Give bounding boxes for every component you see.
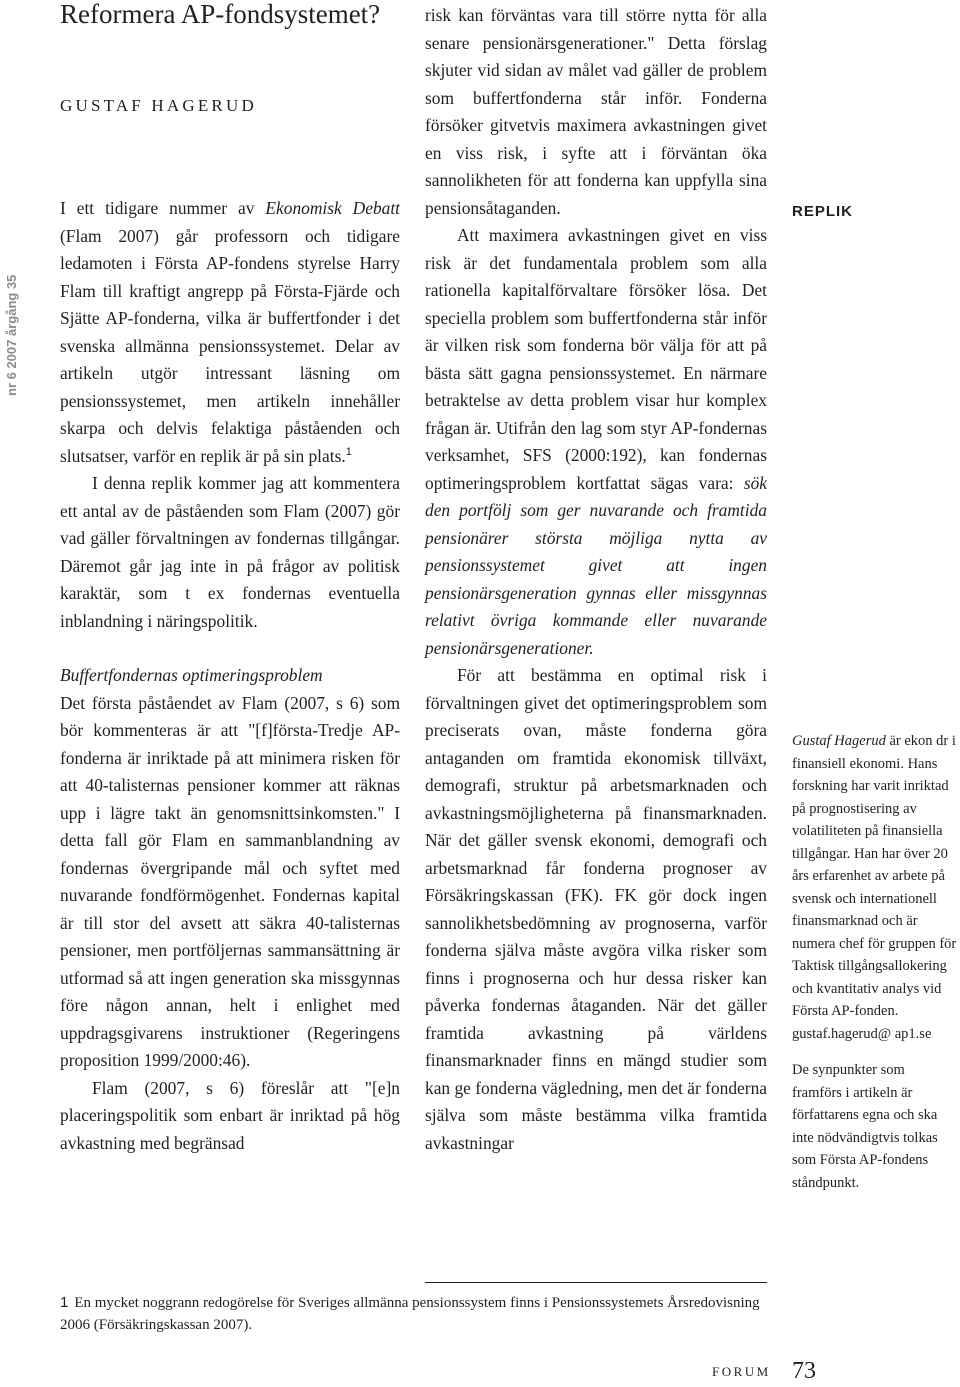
section-label: REPLIK [792,203,854,220]
footnote-rule [425,1282,767,1283]
paragraph [425,222,767,662]
body-column-1 [60,195,400,1157]
paragraph: Flam (2007, s 6) föreslår att "[e]n placeringspolitik som enbart är inriktad på hög avkastning med begränsad [60,1077,400,1153]
paragraph: I denna replik kommer jag att kommentera ett antal av de påståenden som Flam (2007) gör vad gäller förvaltningen av fondernas tillgångar. Däremot går jag inte in på frågor av politisk karaktär, som t ex fondernas eventuella inblandning i näringspolitik. [60,473,400,631]
journal-footer: FORUM [712,1364,771,1379]
subheading: Buffertfondernas optimeringsproblem [60,665,323,685]
issue-label: nr 6 2007 årgång 35 [4,274,19,396]
text: Att maximera avkastningen givet en viss risk är det fundamentala problem som alla rationella kapitalförvaltare försöker lösa. Det speciella problem som buffertfonderna står inför är vilken risk som fonderna bör välja för att på bästa sätt gagna pensionssystemet. En närmare betraktelse av detta problem visar hur komplex frågan är. Utifrån den lag som styr AP-fondernas verksamhet, SFS (2000:192), kan fondernas optimeringsproblem kortfattat sägas vara: [425,225,767,493]
author-bio [792,730,958,1208]
body-column-2 [425,2,767,1157]
paragraph [60,195,400,470]
journal-name: Ekonomisk Debatt [265,198,400,218]
footnote-number: 1 [60,1294,69,1311]
paragraph: risk kan förväntas vara till större nytta för alla senare pensionärsgenerationer." Detta förslag skjuter vid sidan av målet vad gäller de problem som buffertfonderna står inför. Fonderna försöker gitvetvis maximera avkastningen givet en viss risk, i syfte att i förväntan öka sannolikheten för att fonderna kan uppfylla sina pensionsåtaganden. [425,5,767,218]
footnote [60,1292,770,1336]
text: En mycket noggrann redogörelse för Sveriges allmänna pensionssystem finns i Pensionssystemets Årsredovisning 2006 (Försäkringskassan 2007). [60,1295,760,1333]
disclaimer: De synpunkter som framförs i artikeln är författarens egna och ska inte nödvändigtvis tolkas som Första AP-fondens ståndpunkt. [792,1062,938,1191]
footnote-ref[interactable]: 1 [345,445,352,458]
text: (Flam 2007) går professorn och tidigare ledamoten i Första AP-fondens styrelse Harry Flam till kraftigt angrepp på Första-Fjärde och Sjätte AP-fonderna, vilka är buffertfonder i det svenska allmänna pensionssystemet. Delar av artikeln utgör intressant läsning om pensionssystemet, men artikeln innehåller skarpa och delvis felaktiga påståenden och slutsatser, varför en replik är på sin plats. [60,225,400,466]
text: är ekon dr i finansiell ekonomi. Hans forskning har varit inriktad på prognostisering av volatiliteten på finansiella tillgångar. Han har över 20 års erfarenhet av arbete på svensk och internationell finansmarknad och är numera chef för gruppen för Taktisk tillgångsallokering och kvantitativ analys vid Första AP-fonden. gustaf.hagerud@ ap1.se [792,733,957,1042]
author-name: GUSTAF HAGERUD [60,96,257,115]
paragraph: Det första påståendet av Flam (2007, s 6) som bör kommenteras är att "[f]första-Tredje AP-fonderna är inriktade på att minimera risken för att 40-talisternas pensioner kommer att räknas upp i lägre takt än genomsnittsinkomsten." I detta fall gör Flam en sammanblandning av fondernas övergripande mål och syftet med nuvarande fondförmögenhet. Fondernas kapital är till stor del avsett att säkra 40-talisternas pensioner, men portföljernas sammansättning är utformad så att ingen generation ska missgynnas före någon annan, helt i enlighet med uppdragsgivarens instruktioner (Regeringens proposition 1999/2000:46). [60,692,400,1070]
bio-text [792,730,958,1045]
emphasis: sök den portfölj som ger nuvarande och framtida pensionärer största möjliga nytta av pensionssystemet givet att ingen pensionärsgeneration gynnas eller missgynnas relativt övriga kommande eller nuvarande pensionärsgenerationer. [425,472,767,658]
article-title: Reformera AP-fondsystemet? [60,0,381,29]
paragraph: För att bestämma en optimal risk i förvaltningen givet det optimeringsproblem som preciserats ovan, måste fonderna göra antaganden om framtida ekonomisk tillväxt, demografi, struktur på arbetsmarknaden och avkastningsmöjligheterna på finansmarknaden. När det gäller svensk ekonomi, demografi och arbetsmarknad får fonderna prognoser av Försäkringskassan (FK). FK gör dock ingen sannolikhetsbedömning av prognoserna, varför fonderna själva måste avgöra vilka risker som finns i prognoserna och hur dessa risker kan påverka fondernas åtaganden. När det gäller framtida avkastning på världens finansmarknader finns en mängd studier som kan ge fonderna vägledning, men det är fonderna själva som måste bestämma vilka framtida avkastningar [425,665,767,1153]
text: I ett tidigare nummer av [60,198,266,218]
bio-name: Gustaf Hagerud [792,733,886,749]
page-number: 73 [792,1358,816,1384]
